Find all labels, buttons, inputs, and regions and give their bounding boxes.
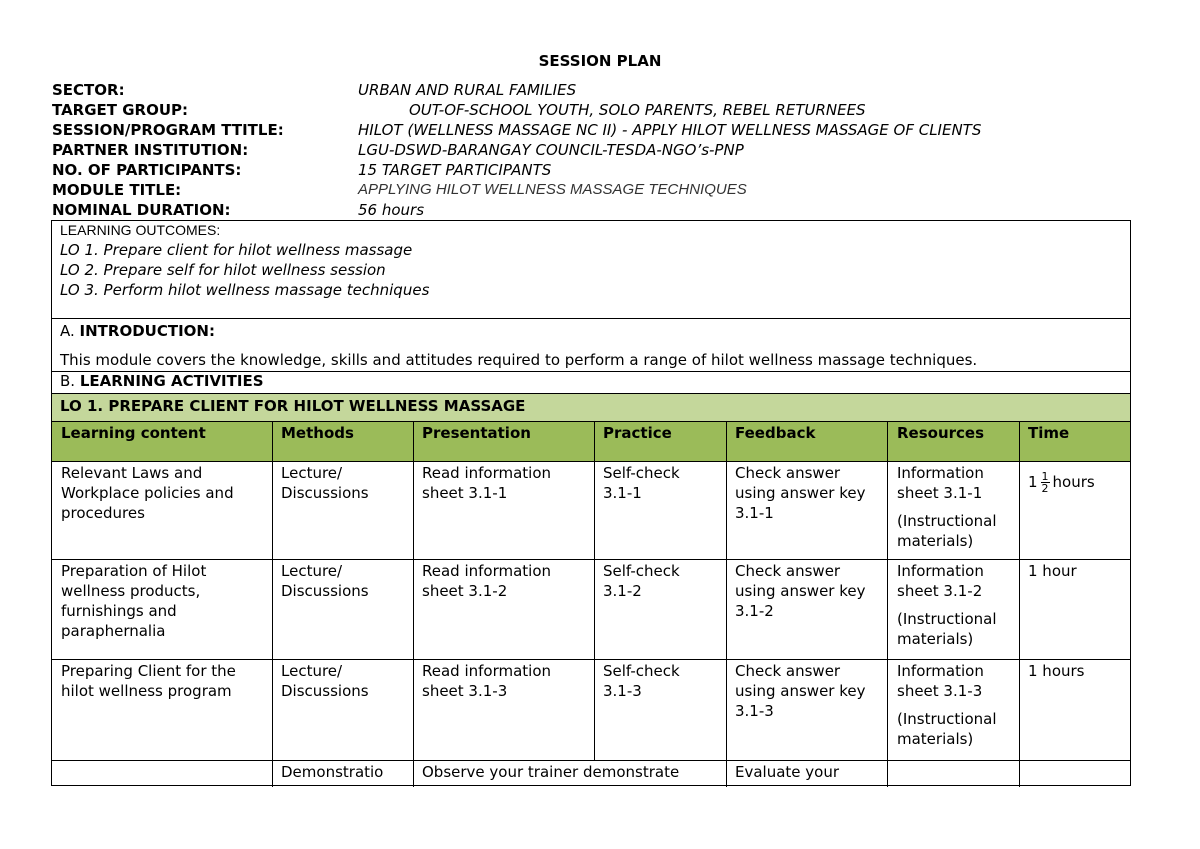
row2-time: 1 hour xyxy=(1028,562,1077,580)
learning-activities-heading xyxy=(60,372,264,390)
sector-label: SECTOR: xyxy=(52,81,125,99)
introduction-title: INTRODUCTION: xyxy=(79,322,215,340)
duration-value: 56 hours xyxy=(358,201,425,219)
column-divider xyxy=(413,421,414,787)
row4-feedback: Evaluate your xyxy=(735,763,840,781)
session-table xyxy=(51,220,1131,786)
header-resources: Resources xyxy=(897,424,985,442)
program-value: HILOT (WELLNESS MASSAGE NC II) - APPLY HILOT WELLNESS MASSAGE OF CLIENTS xyxy=(358,121,982,139)
info-row-sector xyxy=(52,80,1152,100)
info-block xyxy=(52,80,1152,220)
module-value: APPLYING HILOT WELLNESS MASSAGE TECHNIQUES xyxy=(358,181,747,198)
introduction-prefix: A. xyxy=(60,322,80,340)
row1-time xyxy=(1028,471,1128,494)
column-divider xyxy=(1019,421,1020,787)
divider xyxy=(52,421,1130,422)
row2-content: Preparation of Hilot wellness products, furnishings and paraphernalia xyxy=(61,562,207,640)
row-divider xyxy=(52,559,1130,560)
column-divider xyxy=(594,421,595,760)
row1-resource-1: Information sheet 3.1-1 xyxy=(897,464,984,502)
target-value: OUT-OF-SCHOOL YOUTH, SOLO PARENTS, REBEL RETURNEES xyxy=(409,101,866,119)
row3-resource-1: Information sheet 3.1-3 xyxy=(897,662,984,700)
row2-presentation: Read information sheet 3.1-2 xyxy=(422,562,552,600)
row2-resource-2: (Instructional materials) xyxy=(897,610,997,648)
row2-resource-1: Information sheet 3.1-2 xyxy=(897,562,984,600)
introduction-heading xyxy=(60,322,215,340)
row3-practice: Self-check 3.1-3 xyxy=(603,662,680,700)
header-methods: Methods xyxy=(281,424,354,442)
info-row-duration xyxy=(52,200,1152,220)
info-row-participants xyxy=(52,160,1152,180)
lo-band xyxy=(52,393,1130,421)
participants-value: 15 TARGET PARTICIPANTS xyxy=(358,161,552,179)
row1-resource-2: (Instructional materials) xyxy=(897,512,997,550)
info-row-program xyxy=(52,120,1152,140)
row3-resource-2: (Instructional materials) xyxy=(897,710,997,748)
row4-presentation: Observe your trainer demonstrate xyxy=(422,763,680,781)
row2-methods: Lecture/ Discussions xyxy=(281,562,369,600)
learning-outcome-1: LO 1. Prepare client for hilot wellness massage xyxy=(60,241,413,259)
fraction-denominator: 2 xyxy=(1041,482,1049,495)
target-label: TARGET GROUP: xyxy=(52,101,189,119)
learning-outcomes-heading: LEARNING OUTCOMES: xyxy=(60,222,221,238)
row1-practice: Self-check 3.1-1 xyxy=(603,464,680,502)
info-row-target xyxy=(52,100,1152,120)
lo-band-label: LO 1. PREPARE CLIENT FOR HILOT WELLNESS MASSAGE xyxy=(60,397,526,415)
half-fraction xyxy=(1041,471,1050,494)
row3-content: Preparing Client for the hilot wellness program xyxy=(61,662,236,700)
header-learning-content: Learning content xyxy=(61,424,206,442)
row1-feedback: Check answer using answer key 3.1-1 xyxy=(735,464,866,522)
learning-outcome-3: LO 3. Perform hilot wellness massage techniques xyxy=(60,281,430,299)
header-presentation: Presentation xyxy=(422,424,531,442)
row1-time-whole: 1 xyxy=(1028,473,1038,491)
partner-value: LGU-DSWD-BARANGAY COUNCIL-TESDA-NGO’s-PNP xyxy=(358,141,744,159)
row-divider xyxy=(52,659,1130,660)
column-divider xyxy=(272,421,273,787)
header-time: Time xyxy=(1028,424,1070,442)
document-title: SESSION PLAN xyxy=(538,52,662,70)
row2-practice: Self-check 3.1-2 xyxy=(603,562,680,600)
row3-presentation: Read information sheet 3.1-3 xyxy=(422,662,552,700)
row1-time-unit: hours xyxy=(1052,473,1095,491)
row2-feedback: Check answer using answer key 3.1-2 xyxy=(735,562,866,620)
participants-label: NO. OF PARTICIPANTS: xyxy=(52,161,242,179)
header-feedback: Feedback xyxy=(735,424,816,442)
column-divider xyxy=(887,421,888,787)
module-label: MODULE TITLE: xyxy=(52,181,182,199)
row1-methods: Lecture/ Discussions xyxy=(281,464,369,502)
header-practice: Practice xyxy=(603,424,672,442)
row1-content: Relevant Laws and Workplace policies and procedures xyxy=(61,464,234,522)
divider xyxy=(52,393,1130,394)
info-row-partner xyxy=(52,140,1152,160)
row4-methods: Demonstratio xyxy=(281,763,384,781)
divider xyxy=(52,318,1130,319)
row3-feedback: Check answer using answer key 3.1-3 xyxy=(735,662,866,720)
row3-time: 1 hours xyxy=(1028,662,1085,680)
fraction-numerator: 1 xyxy=(1041,470,1049,483)
row-divider xyxy=(52,461,1130,462)
learning-outcome-2: LO 2. Prepare self for hilot wellness session xyxy=(60,261,386,279)
introduction-text: This module covers the knowledge, skills and attitudes required to perform a range of hilot wellness massage techniques. xyxy=(60,351,978,369)
sector-value: URBAN AND RURAL FAMILIES xyxy=(358,81,577,99)
partner-label: PARTNER INSTITUTION: xyxy=(52,141,249,159)
activities-title: LEARNING ACTIVITIES xyxy=(79,372,264,390)
duration-label: NOMINAL DURATION: xyxy=(52,201,231,219)
activities-prefix: B. xyxy=(60,372,80,390)
column-divider xyxy=(726,421,727,787)
row3-methods: Lecture/ Discussions xyxy=(281,662,369,700)
row1-presentation: Read information sheet 3.1-1 xyxy=(422,464,552,502)
info-row-module xyxy=(52,180,1152,200)
row-divider xyxy=(52,760,1130,761)
program-label: SESSION/PROGRAM TTITLE: xyxy=(52,121,284,139)
